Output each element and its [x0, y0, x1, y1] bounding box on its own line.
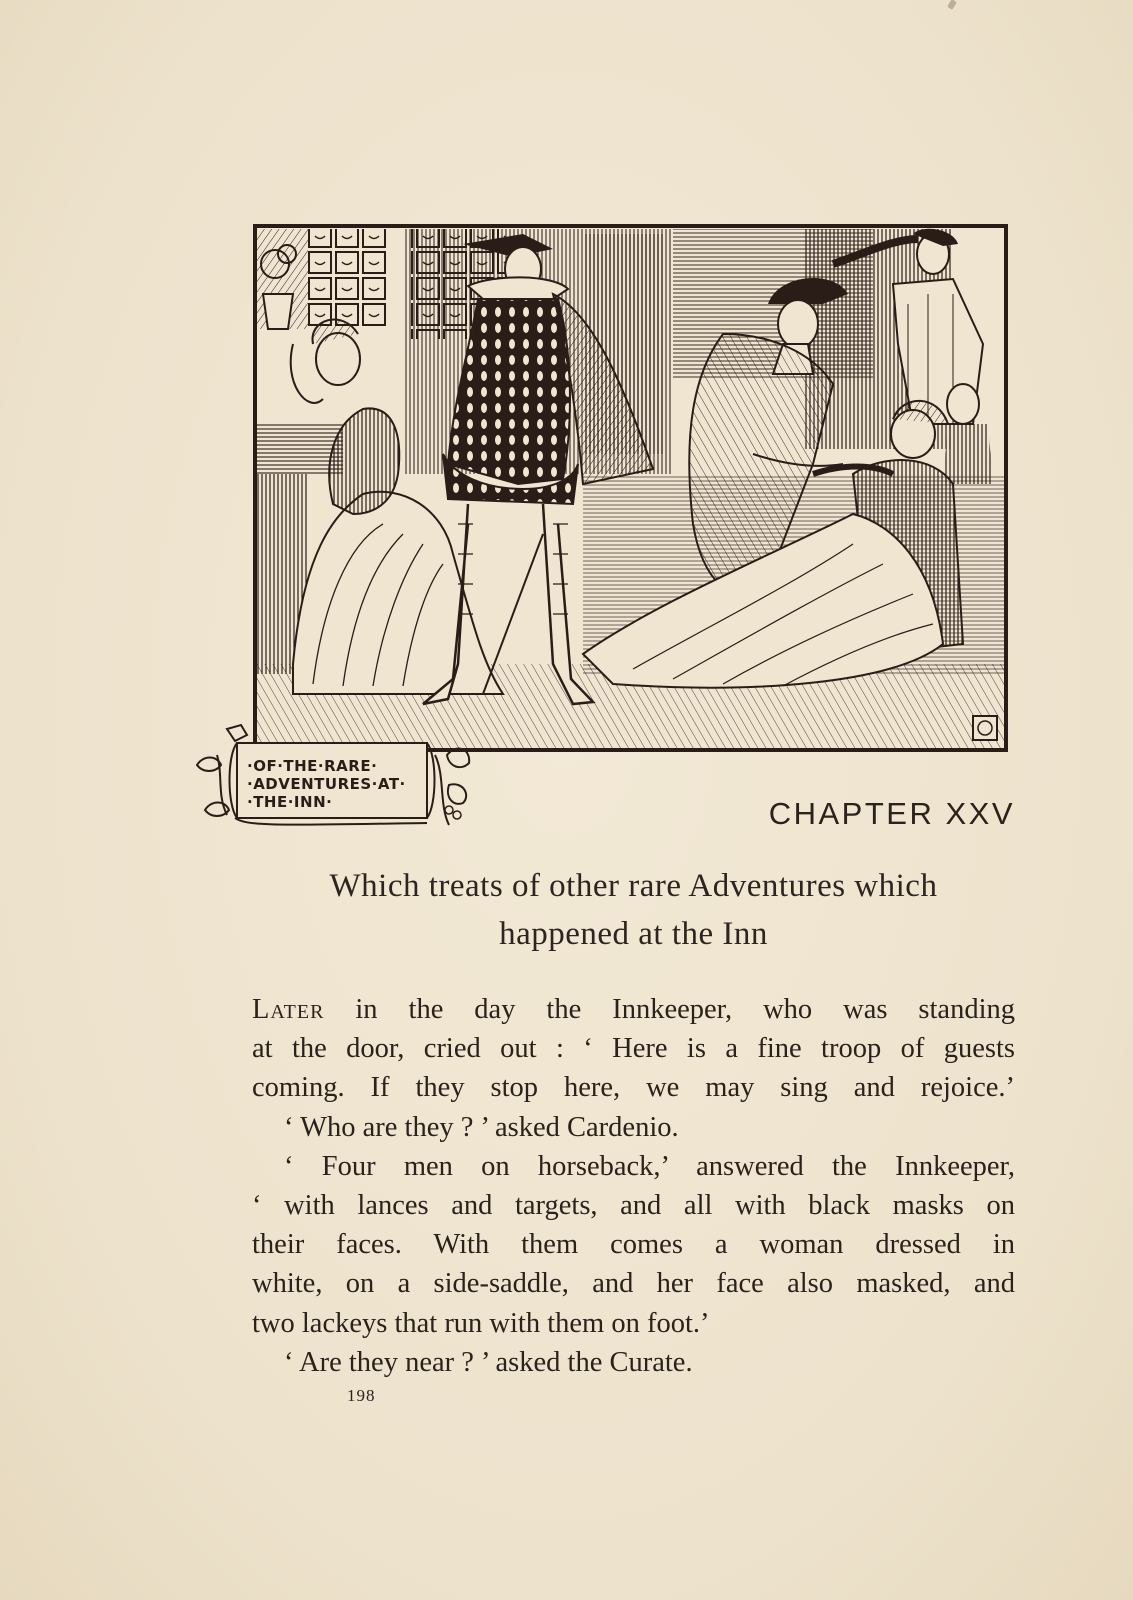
text-line: [252, 990, 1015, 1029]
paper-speck: [947, 0, 957, 10]
chapter-heading: CHAPTER XXV: [768, 796, 1015, 831]
chapter-subtitle-line-1: Which treats of other rare Adventures which: [329, 868, 938, 904]
cartouche-line: ·THE·INN·: [247, 793, 333, 811]
cartouche-text: [247, 757, 427, 811]
text-line: at the door, cried out : ‘ Here is a fine troop of guests: [252, 1033, 1015, 1065]
cartouche-line: ·ADVENTURES·AT·: [247, 775, 406, 793]
text-line: coming. If they stop here, we may sing and rejoice.’: [252, 1072, 1015, 1104]
opening-word: Later: [252, 994, 325, 1025]
chapter-illustration: [253, 224, 1008, 752]
text-line: white, on a side-saddle, and her face also masked, and: [252, 1268, 1015, 1300]
text-line: ‘ Who are they ? ’ asked Cardenio.: [284, 1111, 679, 1143]
text-line: two lackeys that run with them on foot.’: [252, 1307, 710, 1339]
body-text: [252, 990, 1015, 1382]
text-line: their faces. With them comes a woman dressed in: [252, 1229, 1015, 1261]
chapter-subtitle-line-2: happened at the Inn: [499, 916, 768, 952]
text-line: ‘ Are they near ? ’ asked the Curate.: [284, 1346, 693, 1378]
cartouche-line: ·OF·THE·RARE·: [247, 757, 378, 775]
text-span: in the day the Innkeeper, who was standing: [324, 994, 1015, 1025]
text-line: ‘ Four men on horseback,’ answered the Innkeeper,: [284, 1150, 1015, 1182]
page-number: 198: [347, 1386, 376, 1405]
illustration-caption-cartouche: [187, 715, 487, 851]
text-line: ‘ with lances and targets, and all with black masks on: [252, 1189, 1015, 1221]
